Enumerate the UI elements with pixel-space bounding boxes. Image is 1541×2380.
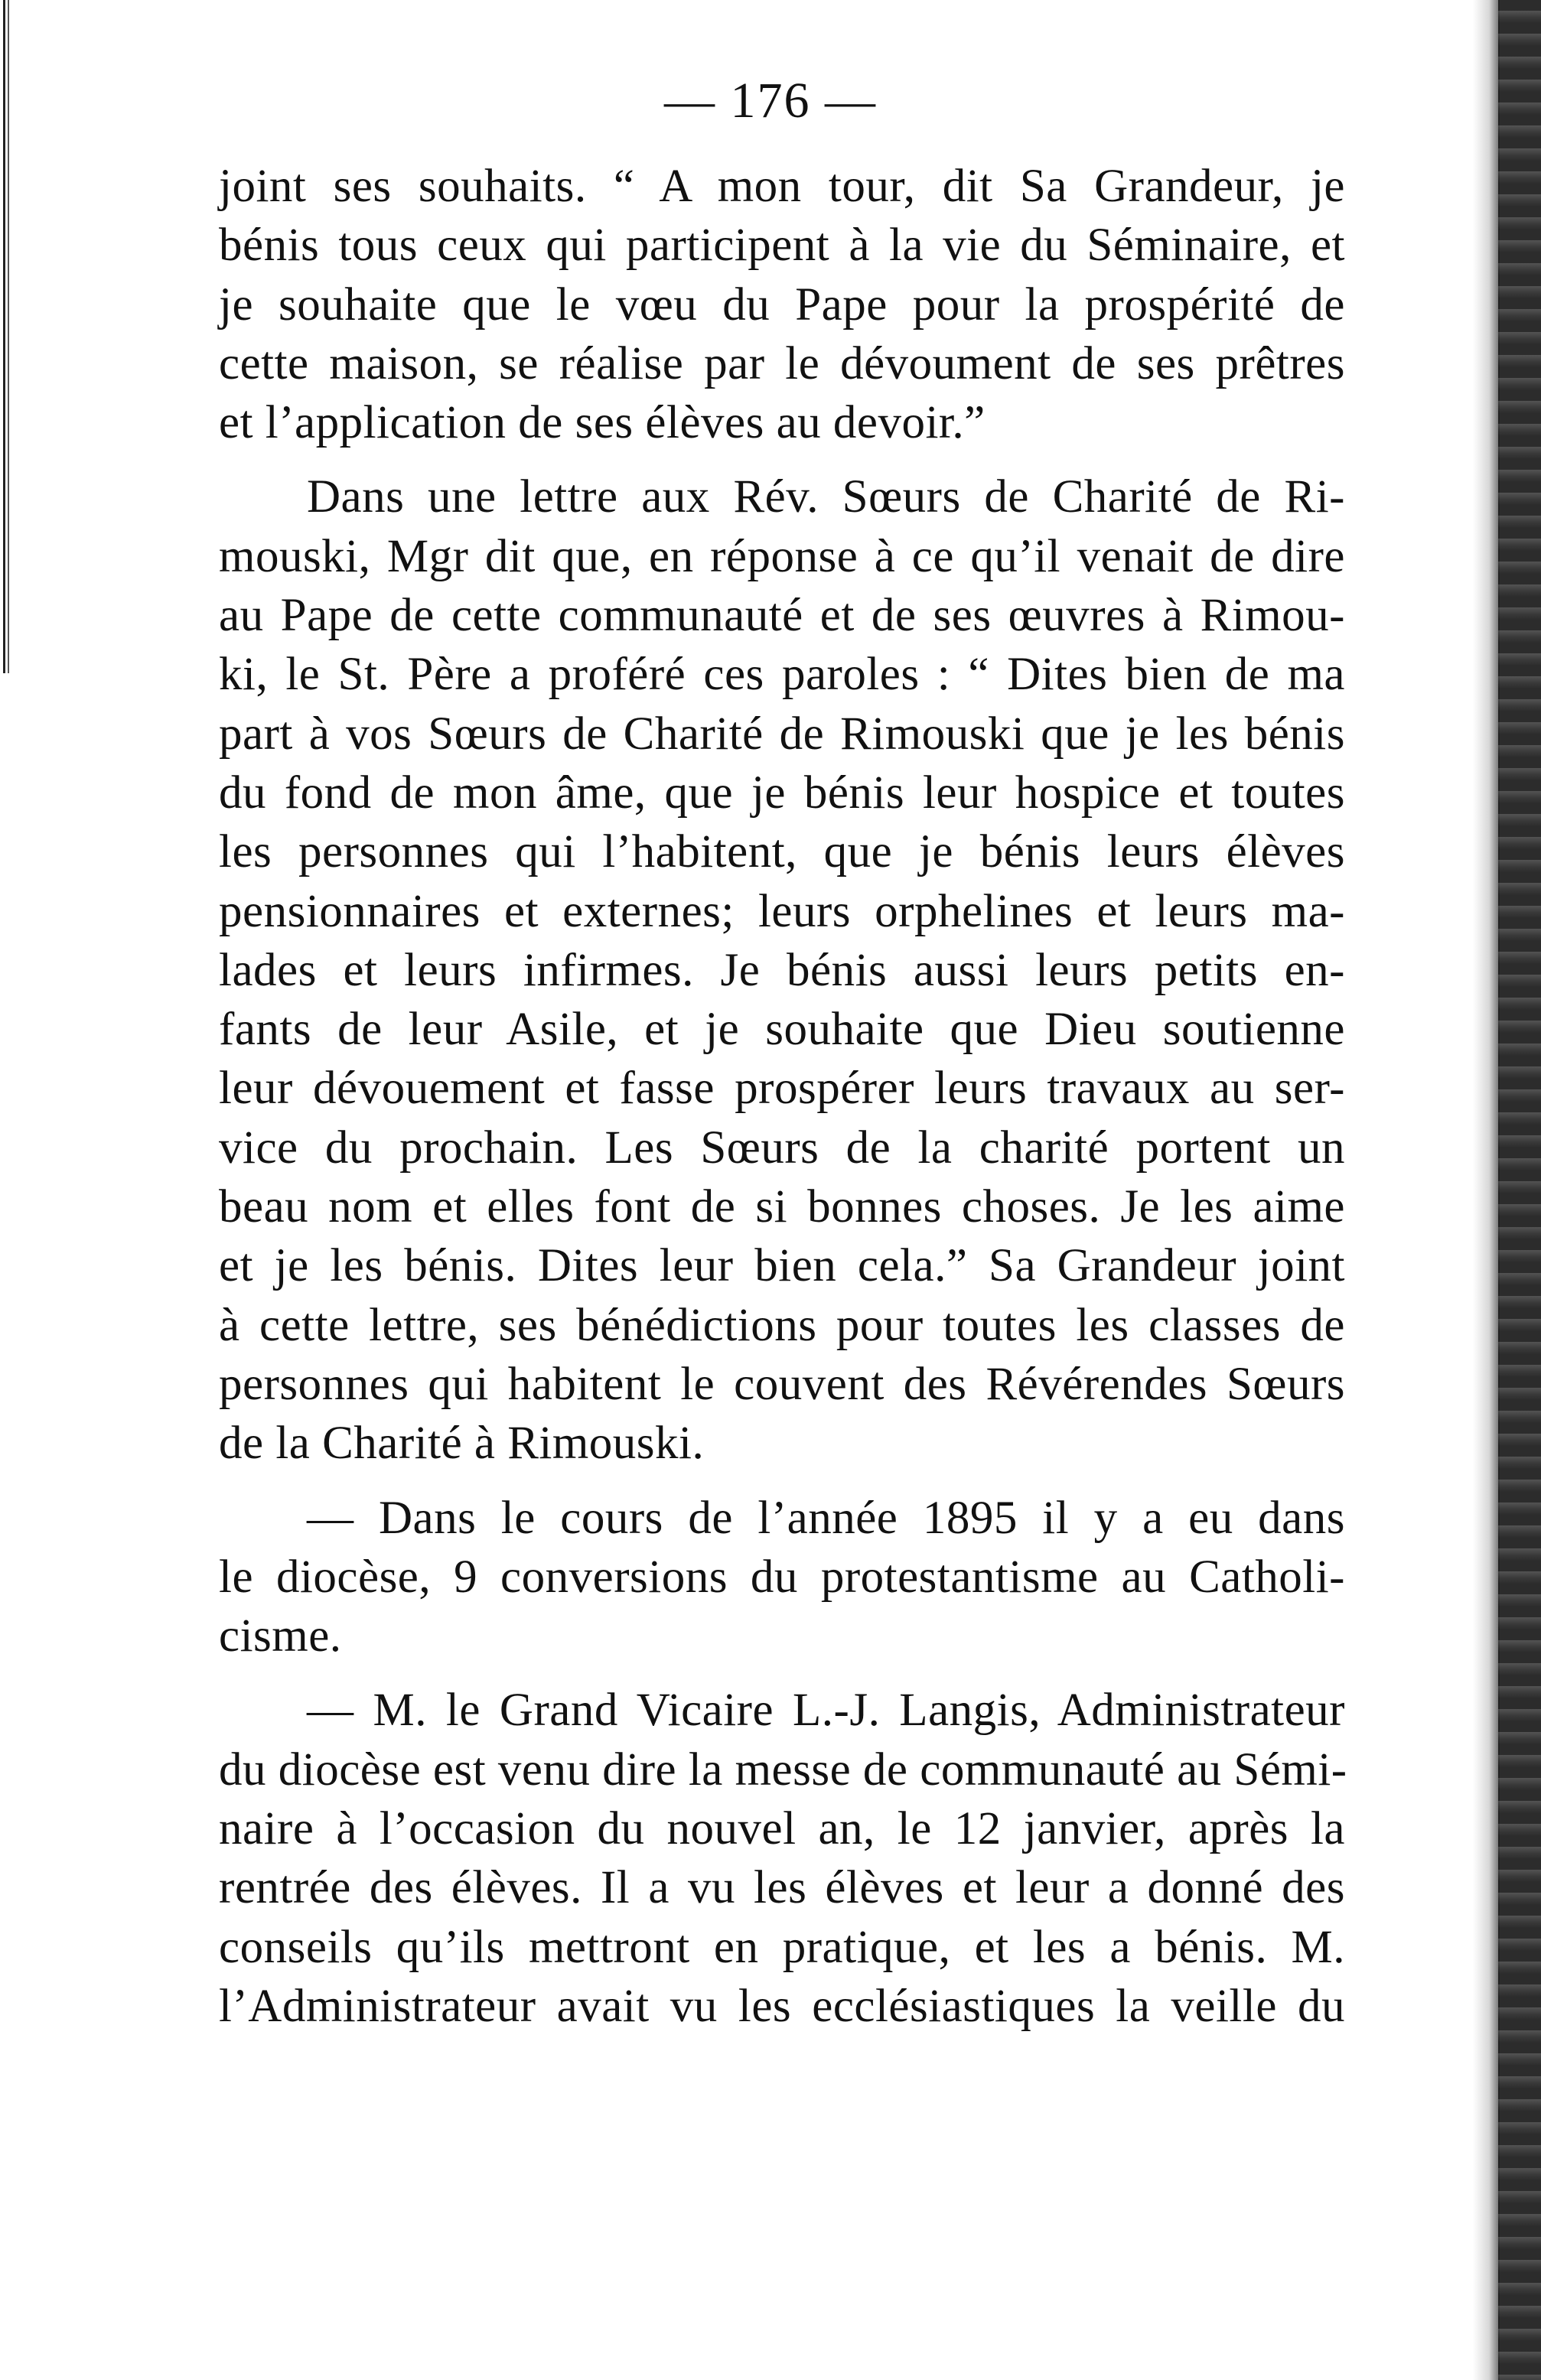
- text-line: leur dévouement et fasse prospérer leurs travaux au ser-: [219, 1063, 1345, 1115]
- text-line: pensionnaires et externes; leurs orphelines et leurs ma-: [219, 885, 1345, 937]
- right-edge-shadow: [1473, 0, 1500, 2380]
- text-line: au Pape de cette communauté et de ses œuvres à Rimou-: [219, 590, 1345, 642]
- text-line: cette maison, se réalise par le dévoument de ses prêtres: [219, 337, 1345, 389]
- text-line: cisme.: [219, 1610, 342, 1662]
- paragraph: [219, 157, 1345, 452]
- text-line: personnes qui habitent le couvent des Révérendes Sœurs: [219, 1358, 1345, 1410]
- paragraph: [219, 1489, 1345, 1666]
- text-line: conseils qu’ils mettront en pratique, et les a bénis. M.: [219, 1921, 1345, 1973]
- text-line: fants de leur Asile, et je souhaite que Dieu soutienne: [219, 1004, 1345, 1056]
- right-page-edge: [1498, 0, 1541, 2380]
- text-line: du diocèse est venu dire la messe de communauté au Sémi-: [219, 1743, 1347, 1796]
- text-line: vice du prochain. Les Sœurs de la charité portent un: [219, 1122, 1345, 1174]
- text-line: mouski, Mgr dit que, en réponse à ce qu’il venait de dire: [219, 530, 1345, 582]
- text-line: — M. le Grand Vicaire L.-J. Langis, Administrateur: [307, 1685, 1345, 1737]
- text-line: — Dans le cours de l’année 1895 il y a eu dans: [307, 1492, 1345, 1544]
- text-line: le diocèse, 9 conversions du protestantisme au Catholi-: [219, 1551, 1345, 1603]
- paragraph: [219, 1681, 1345, 2036]
- text-line: du fond de mon âme, que je bénis leur hospice et toutes: [219, 767, 1345, 819]
- text-line: Dans une lettre aux Rév. Sœurs de Charité de Ri-: [307, 471, 1345, 523]
- text-line: et je les bénis. Dites leur bien cela.” Sa Grandeur joint: [219, 1240, 1345, 1292]
- text-line: à cette lettre, ses bénédictions pour toutes les classes de: [219, 1299, 1345, 1351]
- text-line: et l’application de ses élèves au devoir.”: [219, 397, 986, 449]
- text-line: je souhaite que le vœu du Pape pour la prospérité de: [219, 278, 1345, 330]
- text-line: joint ses souhaits. “ A mon tour, dit Sa Grandeur, je: [219, 161, 1345, 212]
- text-line: les personnes qui l’habitent, que je bénis leurs élèves: [219, 826, 1345, 878]
- page-number: — 176 —: [664, 73, 877, 129]
- body-text: [219, 157, 1345, 2036]
- text-line: bénis tous ceux qui participent à la vie du Séminaire, et: [219, 220, 1345, 272]
- text-line: l’Administrateur avait vu les ecclésiastiques la veille du: [219, 1980, 1345, 2032]
- text-line: part à vos Sœurs de Charité de Rimouski que je les bénis: [219, 708, 1345, 760]
- text-line: de la Charité à Rimouski.: [219, 1418, 705, 1470]
- text-line: rentrée des élèves. Il a vu les élèves et leur a donné des: [219, 1862, 1345, 1914]
- text-line: naire à l’occasion du nouvel an, le 12 janvier, après la: [219, 1803, 1345, 1855]
- text-line: lades et leurs infirmes. Je bénis aussi leurs petits en-: [219, 944, 1345, 996]
- text-line: ki, le St. Père a proféré ces paroles : “ Dites bien de ma: [219, 649, 1345, 701]
- paragraph: [219, 467, 1345, 1473]
- text-line: beau nom et elles font de si bonnes choses. Je les aime: [219, 1181, 1345, 1233]
